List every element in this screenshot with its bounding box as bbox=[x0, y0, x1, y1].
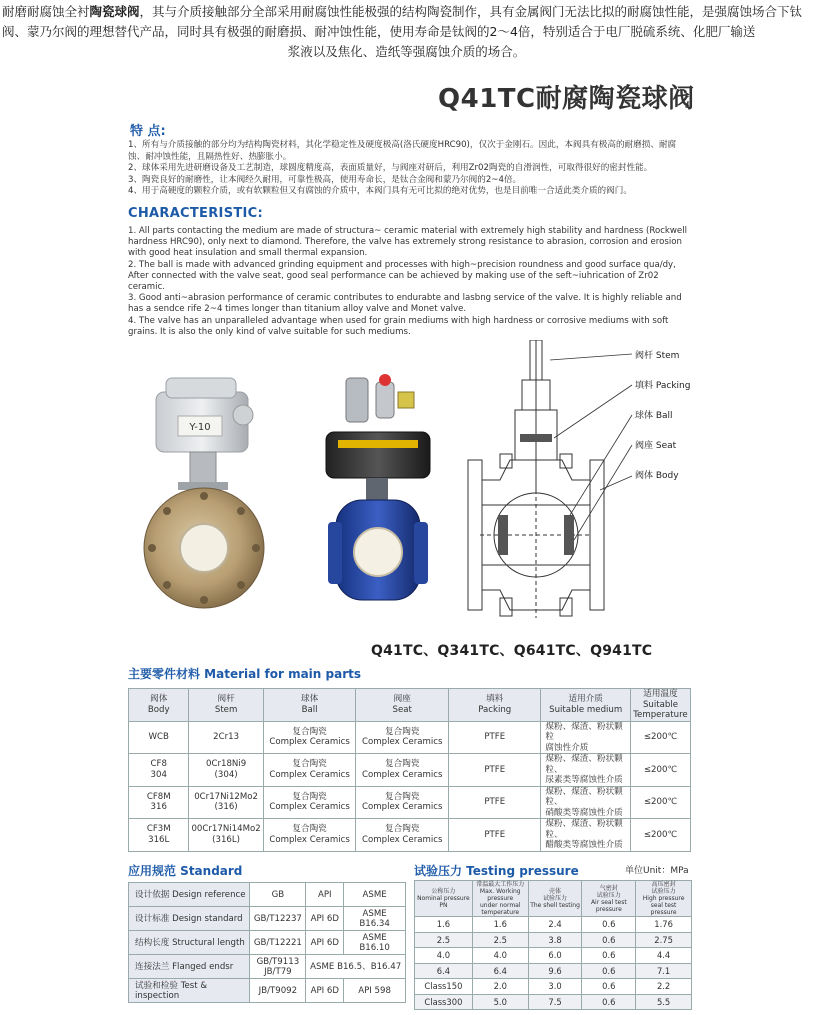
characteristic-list bbox=[128, 226, 693, 338]
electric-valve-photo bbox=[138, 370, 273, 615]
label-seat: 阀座 Seat bbox=[635, 441, 677, 451]
characteristic-item: 4. The valve has an unparalleled advantage when used for grain mediums with high hardness or corrosive mediums with soft grains. It is also the only kind of valve suitable for such mediums. bbox=[128, 315, 669, 337]
testing-unit: 单位Unit：MPa bbox=[625, 866, 689, 876]
header-temperature: 适用温度 Suitable Temperature bbox=[630, 689, 690, 722]
header-packing: 填料 Packing bbox=[449, 689, 541, 722]
features-list bbox=[128, 140, 693, 198]
feature-item: 2、球体采用先进研磨设备及工艺制造，球圆度精度高，表面质量好，与阀座对研后，利用Zr02陶瓷的自滑润性，可取得很好的密封性能。 bbox=[128, 163, 653, 174]
table-row: CF3M 316L 00Cr17Ni14Mo2 (316L) 复合陶瓷 Complex Ceramics 复合陶瓷 Complex Ceramics PTFE 煤粉、煤渣、粉状颗粒、 醋酸类等腐蚀性介质 ≤200℃ bbox=[129, 819, 691, 852]
pneumatic-valve-photo bbox=[318, 372, 440, 612]
header-body: 阀体 Body bbox=[129, 689, 189, 722]
header-medium: 适用介质 Suitable medium bbox=[541, 689, 631, 722]
intro-last-line: 浆液以及焦化、造纸等强腐蚀介质的场合。 bbox=[287, 44, 526, 59]
table-row: 试验和检验 Test & inspection JB/T9092 API 6D API 598 bbox=[129, 979, 406, 1003]
characteristic-item: 1. All parts contacting the medium are made of structura~ ceramic material with extremely high stability and hardness (Rockwell hardness HRC90), only next to diamond. Therefore, the valve has extremely strong resistance to abrasion, corrosion and erosion with good heat insulation and small thermal expansion. bbox=[128, 226, 687, 259]
label-body: 阀体 Body bbox=[635, 471, 679, 481]
testing-heading: 试验压力 Testing pressure bbox=[414, 864, 579, 878]
intro-paragraph bbox=[2, 2, 811, 62]
materials-table bbox=[128, 688, 691, 852]
table-row: 结构长度 Structural length GB/T12221 API 6D ASME B16.10 bbox=[129, 931, 406, 955]
actuator-label: Y-10 bbox=[189, 422, 211, 433]
table-row: CF8M 316 0Cr17Ni12Mo2 (316) 复合陶瓷 Complex Ceramics 复合陶瓷 Complex Ceramics PTFE 煤粉、煤渣、粉状颗粒、 硝酸类等腐蚀性介质 ≤200℃ bbox=[129, 786, 691, 819]
table-row: 2.5 2.5 3.8 0.6 2.75 bbox=[415, 932, 692, 948]
table-row: WCB 2Cr13 复合陶瓷 Complex Ceramics 复合陶瓷 Complex Ceramics PTFE 煤粉、煤渣、粉状颗粒 腐蚀性介质 ≤200℃ bbox=[129, 721, 691, 754]
table-row: 连接法兰 Flanged endsr GB/T9113 JB/T79 ASME B16.5、B16.47 bbox=[129, 955, 406, 979]
characteristic-heading: CHARACTERISTIC: bbox=[128, 206, 263, 221]
features-heading: 特 点: bbox=[130, 124, 166, 139]
characteristic-item: 2. The ball is made with advanced grinding equipment and processes with high~precision roundness and good surface qua/dy, After connected with the valve seat, good seal performance can be achieved by making use of the seft~iuhrication of Zr02 ceramic. bbox=[128, 259, 676, 293]
table-row: 1.6 1.6 2.4 0.6 1.76 bbox=[415, 917, 692, 933]
valve-section-diagram bbox=[460, 340, 695, 625]
feature-item: 4、用于高硬度的颗粒介质，或有软颗粒但又有腐蚀的介质中，本阀门具有无可比拟的绝对优势，也是目前唯一合适此类介质的阀门。 bbox=[128, 186, 632, 197]
table-row: 设计依据 Design reference GB API ASME bbox=[129, 883, 406, 907]
characteristic-item: 3. Good anti~abrasion performance of ceramic contributes to endurabte and lasbng service of the valve. It is highly reliable and has a sendce rife 2~4 times longer than titanium alloy valve and Monet valve. bbox=[128, 293, 682, 315]
product-title: Q41TC耐腐陶瓷球阀 bbox=[438, 84, 695, 114]
label-packing: 填料 Packing bbox=[635, 381, 691, 391]
table-row: Class300 5.0 7.5 0.6 5.5 bbox=[415, 994, 692, 1010]
header-ball: 球体 Ball bbox=[263, 689, 356, 722]
materials-heading: 主要零件材料 Material for main parts bbox=[128, 667, 361, 681]
feature-item: 1、所有与介质接触的部分均为结构陶瓷材料，其化学稳定性及硬度极高(洛氏硬度HRC90)，仅次于金刚石。因此，本阀具有极高的耐磨损、耐腐蚀、耐冲蚀性能，且隔热性好、热膨胀小。 bbox=[128, 140, 677, 162]
standard-heading: 应用规范 Standard bbox=[128, 864, 243, 878]
label-ball: 球体 Ball bbox=[635, 411, 673, 421]
standard-table bbox=[128, 882, 406, 1003]
table-row: Class150 2.0 3.0 0.6 2.2 bbox=[415, 979, 692, 995]
table-row: 6.4 6.4 9.6 0.6 7.1 bbox=[415, 963, 692, 979]
table-row: 设计标准 Design standard GB/T12237 API 6D ASME B16.34 bbox=[129, 907, 406, 931]
intro-bold-keyword[interactable]: 陶瓷球阀 bbox=[89, 4, 140, 19]
materials-header-row bbox=[129, 689, 691, 722]
header-seat: 阀座 Seat bbox=[356, 689, 449, 722]
label-stem: 阀杆 Stem bbox=[635, 351, 680, 361]
model-numbers: Q41TC、Q341TC、Q641TC、Q941TC bbox=[371, 643, 653, 659]
feature-item: 3、陶瓷良好的耐磨性，让本阀经久耐用，可靠性极高，使用寿命长，是钛合金阀和蒙乃尔阀的2~4倍。 bbox=[128, 174, 522, 185]
intro-text-rest: ，其与介质接触部分全部采用耐腐蚀性能极强的结构陶瓷制作，具有金属阀门无法比拟的耐腐蚀性能，是强腐蚀场合下钛阀、蒙乃尔阀的理想替代产品，同时具有极强的耐磨损、耐冲蚀性能，使用寿命是钛阀的2～4倍，特别适合于电厂脱硫系统、化肥厂输送 bbox=[2, 4, 803, 39]
table-row: 4.0 4.0 6.0 0.6 4.4 bbox=[415, 948, 692, 964]
intro-text-start: 耐磨耐腐蚀全衬 bbox=[2, 4, 90, 19]
testing-table bbox=[414, 880, 692, 1010]
testing-header-row: 公称压力 Nominal pressure PN 常温最大工作压力 Max. Working pressure under normal temperature 壳体 试验压力 The shell testing 气密封 试验压力 Air seal test pressure 高压密封 试验压力 High pressure seal test pressure bbox=[415, 881, 692, 917]
header-stem: 阀杆 Stem bbox=[189, 689, 263, 722]
table-row: CF8 304 0Cr18Ni9 (304) 复合陶瓷 Complex Ceramics 复合陶瓷 Complex Ceramics PTFE 煤粉、煤渣、粉状颗粒、 尿素类等腐蚀性介质 ≤200℃ bbox=[129, 754, 691, 787]
